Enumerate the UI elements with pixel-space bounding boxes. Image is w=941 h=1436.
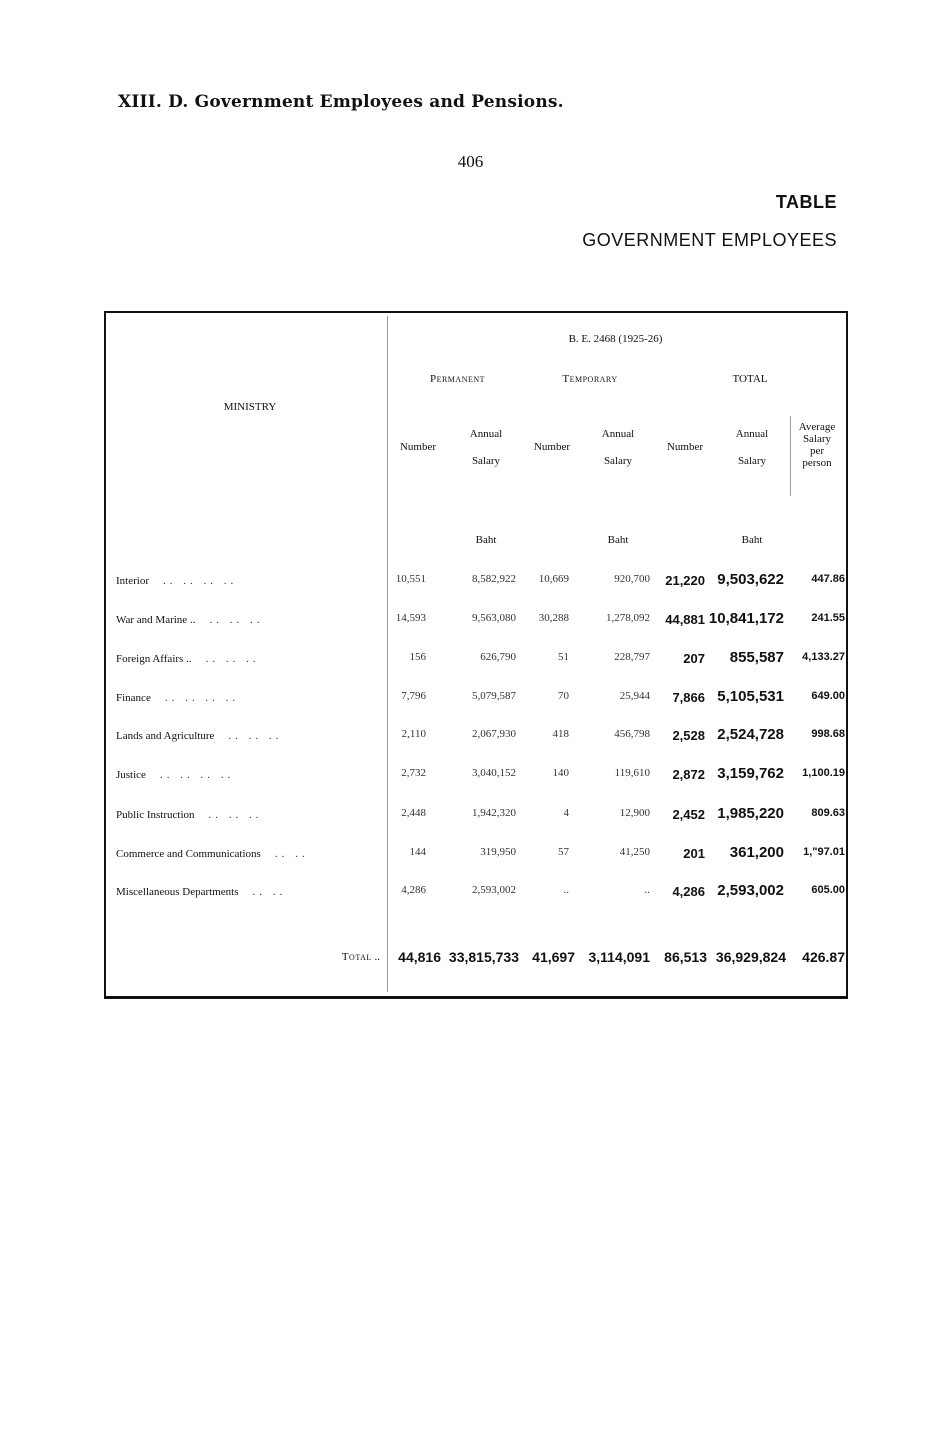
average-salary-cell: 447.86	[811, 573, 845, 585]
temporary-salary-cell: 25,944	[619, 690, 650, 702]
permanent-number-cell: 10,551	[395, 573, 426, 585]
permanent-number-cell: 4,286	[401, 884, 426, 896]
ministry-name: Lands and Agriculture	[116, 730, 215, 742]
total-permanent-number: 44,816	[398, 949, 441, 965]
permanent-salary-cell: 9,563,080	[472, 612, 516, 624]
temporary-number-cell: 418	[552, 728, 569, 740]
temporary-salary-cell: 920,700	[614, 573, 650, 585]
ministry-name: Foreign Affairs ..	[116, 653, 192, 665]
total-number-cell: 2,452	[672, 807, 705, 822]
total-label-text: Total	[341, 951, 372, 963]
permanent-salary-cell: 2,067,930	[472, 728, 516, 740]
ministry-name: Commerce and Communications	[116, 848, 261, 860]
permanent-salary-cell: 3,040,152	[472, 767, 516, 779]
temporary-number-cell: 51	[558, 651, 569, 663]
temporary-number-cell: ..	[563, 884, 569, 896]
permanent-salary-cell: 5,079,587	[472, 690, 516, 702]
leader-dots: .. .. .. ..	[164, 692, 240, 704]
total-number-cell: 7,866	[672, 690, 705, 705]
permanent-number-cell: 14,593	[395, 612, 426, 624]
total-salary-cell: 855,587	[729, 649, 784, 666]
temporary-salary-cell: 228,797	[614, 651, 650, 663]
group-permanent: Permanent	[429, 373, 486, 385]
total-number-cell: 2,872	[672, 767, 705, 782]
permanent-number-cell: 144	[409, 846, 426, 858]
temporary-number-cell: 57	[558, 846, 569, 858]
permanent-number-cell: 7,796	[401, 690, 426, 702]
temporary-number-cell: 30,288	[538, 612, 569, 624]
average-salary-cell: 1,"97.01	[803, 846, 845, 858]
leader-dots: .. .. .. ..	[159, 769, 235, 781]
total-salary-cell: 10,841,172	[708, 610, 784, 627]
average-salary-cell: 1,100.19	[802, 767, 845, 779]
ministry-label	[116, 653, 378, 665]
ministry-name: Justice	[116, 769, 146, 781]
permanent-number-cell: 156	[409, 651, 426, 663]
total-salary-cell: 1,985,220	[717, 805, 784, 822]
total-number-cell: 2,528	[672, 728, 705, 743]
temporary-salary-cell: 12,900	[619, 807, 650, 819]
page-number: 406	[457, 152, 484, 171]
average-salary-cell: 4,133.27	[802, 651, 845, 663]
ministry-label	[116, 730, 378, 742]
average-salary-cell: 809.63	[811, 807, 845, 819]
total-number-cell: 4,286	[672, 884, 705, 899]
leader-dots: .. ..	[252, 886, 287, 898]
subhead-annual: Annual	[469, 428, 503, 440]
group-total: TOTAL	[732, 373, 768, 385]
leader-dots: .. .. ..	[208, 809, 263, 821]
temporary-salary-cell: 119,610	[614, 767, 650, 779]
ministry-label	[116, 886, 378, 898]
subhead-number: Number	[533, 441, 571, 453]
subhead-annual: Annual	[601, 428, 635, 440]
total-salary-cell: 3,159,762	[717, 765, 784, 782]
subhead-salary: Salary	[471, 455, 501, 467]
total-salary-cell: 5,105,531	[717, 688, 784, 705]
ministry-name: Public Instruction	[116, 809, 195, 821]
total-total-salary: 36,929,824	[715, 949, 786, 965]
table-label: TABLE	[775, 192, 837, 212]
leader-dots: .. .. ..	[209, 614, 264, 626]
temporary-number-cell: 140	[552, 767, 569, 779]
leader-dots: .. .. ..	[228, 730, 283, 742]
unit-label: Baht	[741, 534, 763, 546]
ministry-header: MINISTRY	[223, 401, 277, 413]
temporary-salary-cell: ..	[644, 884, 650, 896]
table-title: GOVERNMENT EMPLOYEES	[582, 230, 837, 250]
subhead-annual: Annual	[735, 428, 769, 440]
unit-label: Baht	[607, 534, 629, 546]
permanent-salary-cell: 319,950	[480, 846, 516, 858]
total-number-cell: 21,220	[665, 573, 705, 588]
subhead-number: Number	[399, 441, 437, 453]
permanent-salary-cell: 8,582,922	[472, 573, 516, 585]
ministry-label	[116, 575, 378, 587]
temporary-number-cell: 10,669	[538, 573, 569, 585]
total-number-cell: 207	[683, 651, 705, 666]
permanent-salary-cell: 1,942,320	[472, 807, 516, 819]
unit-label: Baht	[475, 534, 497, 546]
total-salary-cell: 361,200	[729, 844, 784, 861]
average-salary-cell: 605.00	[811, 884, 845, 896]
column-divider	[387, 316, 388, 992]
ministry-name: Interior	[116, 575, 149, 587]
subhead-salary: Salary	[737, 455, 767, 467]
total-salary-cell: 2,593,002	[717, 882, 784, 899]
temporary-salary-cell: 456,798	[614, 728, 650, 740]
total-dots: ..	[374, 951, 380, 963]
average-salary-cell: 241.55	[811, 612, 845, 624]
temporary-salary-cell: 1,278,092	[606, 612, 650, 624]
permanent-number-cell: 2,732	[401, 767, 426, 779]
ministry-label	[116, 769, 378, 781]
permanent-salary-cell: 2,593,002	[472, 884, 516, 896]
total-salary-cell: 9,503,622	[717, 571, 784, 588]
section-heading: XIII. D. Government Employees and Pensions.	[118, 92, 564, 112]
ministry-name: War and Marine ..	[116, 614, 196, 626]
subhead-average-line: Average	[798, 421, 836, 433]
period-header: B. E. 2468 (1925-26)	[568, 333, 663, 345]
ministry-label	[116, 692, 378, 704]
permanent-number-cell: 2,110	[401, 728, 426, 740]
total-label	[310, 951, 380, 963]
temporary-salary-cell: 41,250	[619, 846, 650, 858]
total-salary-cell: 2,524,728	[717, 726, 784, 743]
total-number-cell: 201	[683, 846, 705, 861]
total-average: 426.87	[802, 949, 845, 965]
average-salary-cell: 649.00	[811, 690, 845, 702]
total-temporary-salary: 3,114,091	[588, 949, 650, 965]
temporary-number-cell: 70	[558, 690, 569, 702]
leader-dots: .. .. .. ..	[162, 575, 238, 587]
ministry-label	[116, 809, 378, 821]
ministry-name: Finance	[116, 692, 151, 704]
average-salary-cell: 998.68	[811, 728, 845, 740]
temporary-number-cell: 4	[563, 807, 569, 819]
subhead-average-line: person	[802, 457, 832, 469]
subhead-salary: Salary	[603, 455, 633, 467]
ministry-name: Miscellaneous Departments	[116, 886, 239, 898]
total-total-number: 86,513	[664, 949, 707, 965]
ministry-label	[116, 848, 378, 860]
leader-dots: .. .. ..	[205, 653, 260, 665]
permanent-salary-cell: 626,790	[480, 651, 516, 663]
ministry-label	[116, 614, 378, 626]
leader-dots: .. ..	[274, 848, 309, 860]
total-number-cell: 44,881	[665, 612, 705, 627]
subhead-average	[790, 421, 844, 469]
subhead-number: Number	[666, 441, 704, 453]
subhead-average-line: per	[809, 445, 825, 457]
total-permanent-salary: 33,815,733	[448, 949, 519, 965]
subhead-average-line: Salary	[802, 433, 832, 445]
permanent-number-cell: 2,448	[401, 807, 426, 819]
group-temporary: Temporary	[562, 373, 618, 385]
total-temporary-number: 41,697	[532, 949, 575, 965]
